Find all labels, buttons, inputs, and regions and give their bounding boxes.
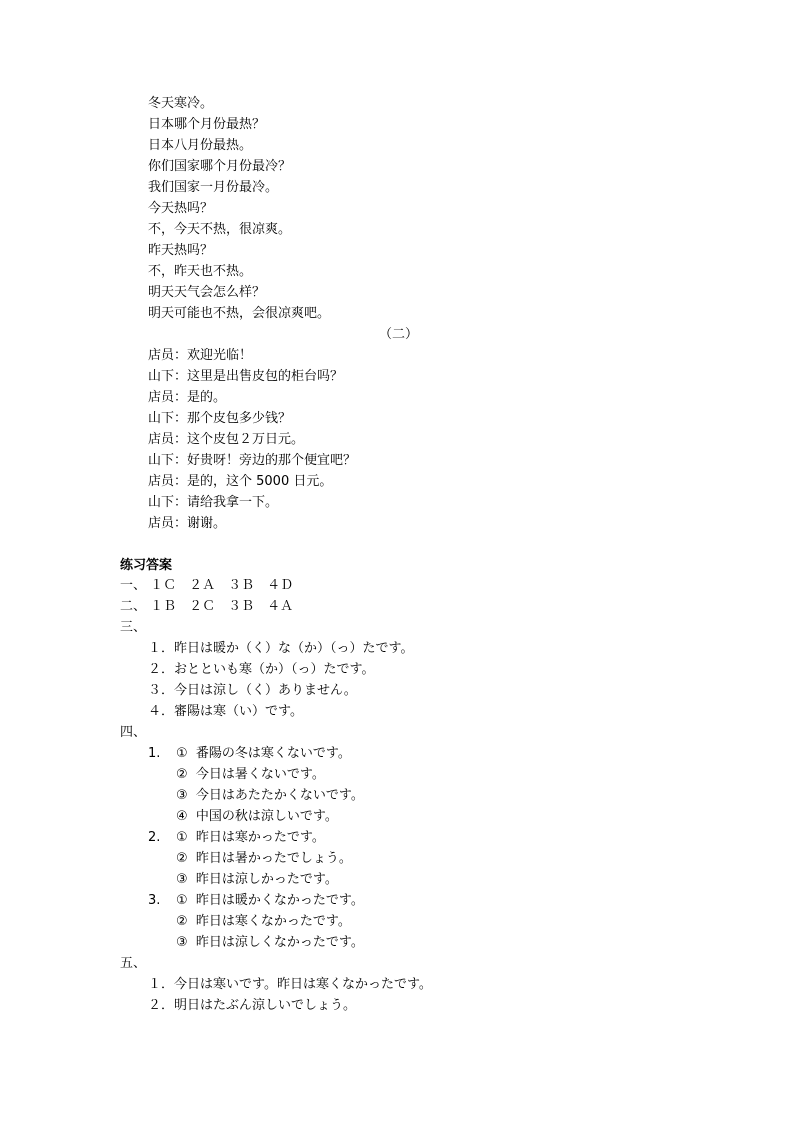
dialogue-line: 店员：欢迎光临！	[148, 348, 253, 363]
dialogue-line: 山下：这里是出售皮包的柜台吗？	[148, 369, 344, 384]
dialogue-line: 我们国家一月份最冷。	[148, 180, 279, 195]
answer-group-number: 2.	[148, 830, 161, 845]
dialogue-line: 明天天气会怎么样？	[148, 285, 266, 300]
dialogue-line: 今天热吗？	[148, 201, 214, 216]
dialogue-line: 不，昨天也不热。	[148, 264, 253, 279]
answer-item: ２．明日はたぶん涼しいでしょう。	[148, 998, 357, 1013]
answer-item: ３．今日は涼し（く）ありません。	[148, 683, 357, 698]
answer-item: ① 昨日は寒かったです。	[176, 830, 325, 845]
dialogue-line: 山下：那个皮包多少钱？	[148, 411, 292, 426]
answer-part-2: 二、 １Ｂ ２Ｃ ３Ｂ ４Ａ	[120, 599, 294, 614]
dialogue-line: 店员：是的，这个 5000 日元。	[148, 474, 333, 489]
dialogue-line: 昨天热吗？	[148, 243, 214, 258]
dialogue-line: 明天可能也不热，会很凉爽吧。	[148, 306, 331, 321]
answer-item: ２．おとといも寒（か）（っ）たです。	[148, 662, 375, 677]
answer-item: ４．審陽は寒（い）です。	[148, 704, 303, 719]
answer-item: ③ 今日はあたたかくないです。	[176, 788, 364, 803]
answer-item: ① 番陽の冬は寒くないです。	[176, 746, 351, 761]
dialogue-line: 不，今天不热，很凉爽。	[148, 222, 292, 237]
answer-group-number: 3.	[148, 893, 161, 908]
answer-part-5-label: 五、	[120, 956, 147, 971]
dialogue-line: 冬天寒冷。	[148, 96, 214, 111]
answers-title: 练习答案	[120, 558, 173, 573]
answer-part-3-label: 三、	[120, 620, 147, 635]
answer-item: ④ 中国の秋は涼しいです。	[176, 809, 338, 824]
dialogue-line: 店员：是的。	[148, 390, 227, 405]
answer-part-1: 一、 １Ｃ ２Ａ ３Ｂ ４Ｄ	[120, 578, 294, 593]
dialogue-line: 山下：好贵呀！旁边的那个便宜吧？	[148, 453, 357, 468]
answer-part-4-label: 四、	[120, 725, 147, 740]
dialogue-line: 店员：谢谢。	[148, 516, 227, 531]
answer-item: ③ 昨日は涼しくなかったです。	[176, 935, 364, 950]
answer-item: ③ 昨日は涼しかったです。	[176, 872, 338, 887]
answer-item: １．今日は寒いです。昨日は寒くなかったです。	[148, 977, 432, 992]
answer-item: ② 今日は暑くないです。	[176, 767, 325, 782]
dialogue-line: 山下：请给我拿一下。	[148, 495, 279, 510]
answer-item: ② 昨日は寒くなかったです。	[176, 914, 351, 929]
dialogue-line: 店员：这个皮包２万日元。	[148, 432, 305, 447]
dialogue-line: 日本八月份最热。	[148, 138, 253, 153]
answer-item: ② 昨日は暑かったでしょう。	[176, 851, 352, 866]
answer-item: ① 昨日は暖かくなかったです。	[176, 893, 364, 908]
dialogue-line: 你们国家哪个月份最冷？	[148, 159, 292, 174]
dialogue-line: 日本哪个月份最热？	[148, 117, 266, 132]
section-heading: （二）	[379, 327, 419, 342]
answer-group-number: 1.	[148, 746, 161, 761]
answer-item: １．昨日は暖か（く）な（か）（っ）たです。	[148, 641, 414, 656]
